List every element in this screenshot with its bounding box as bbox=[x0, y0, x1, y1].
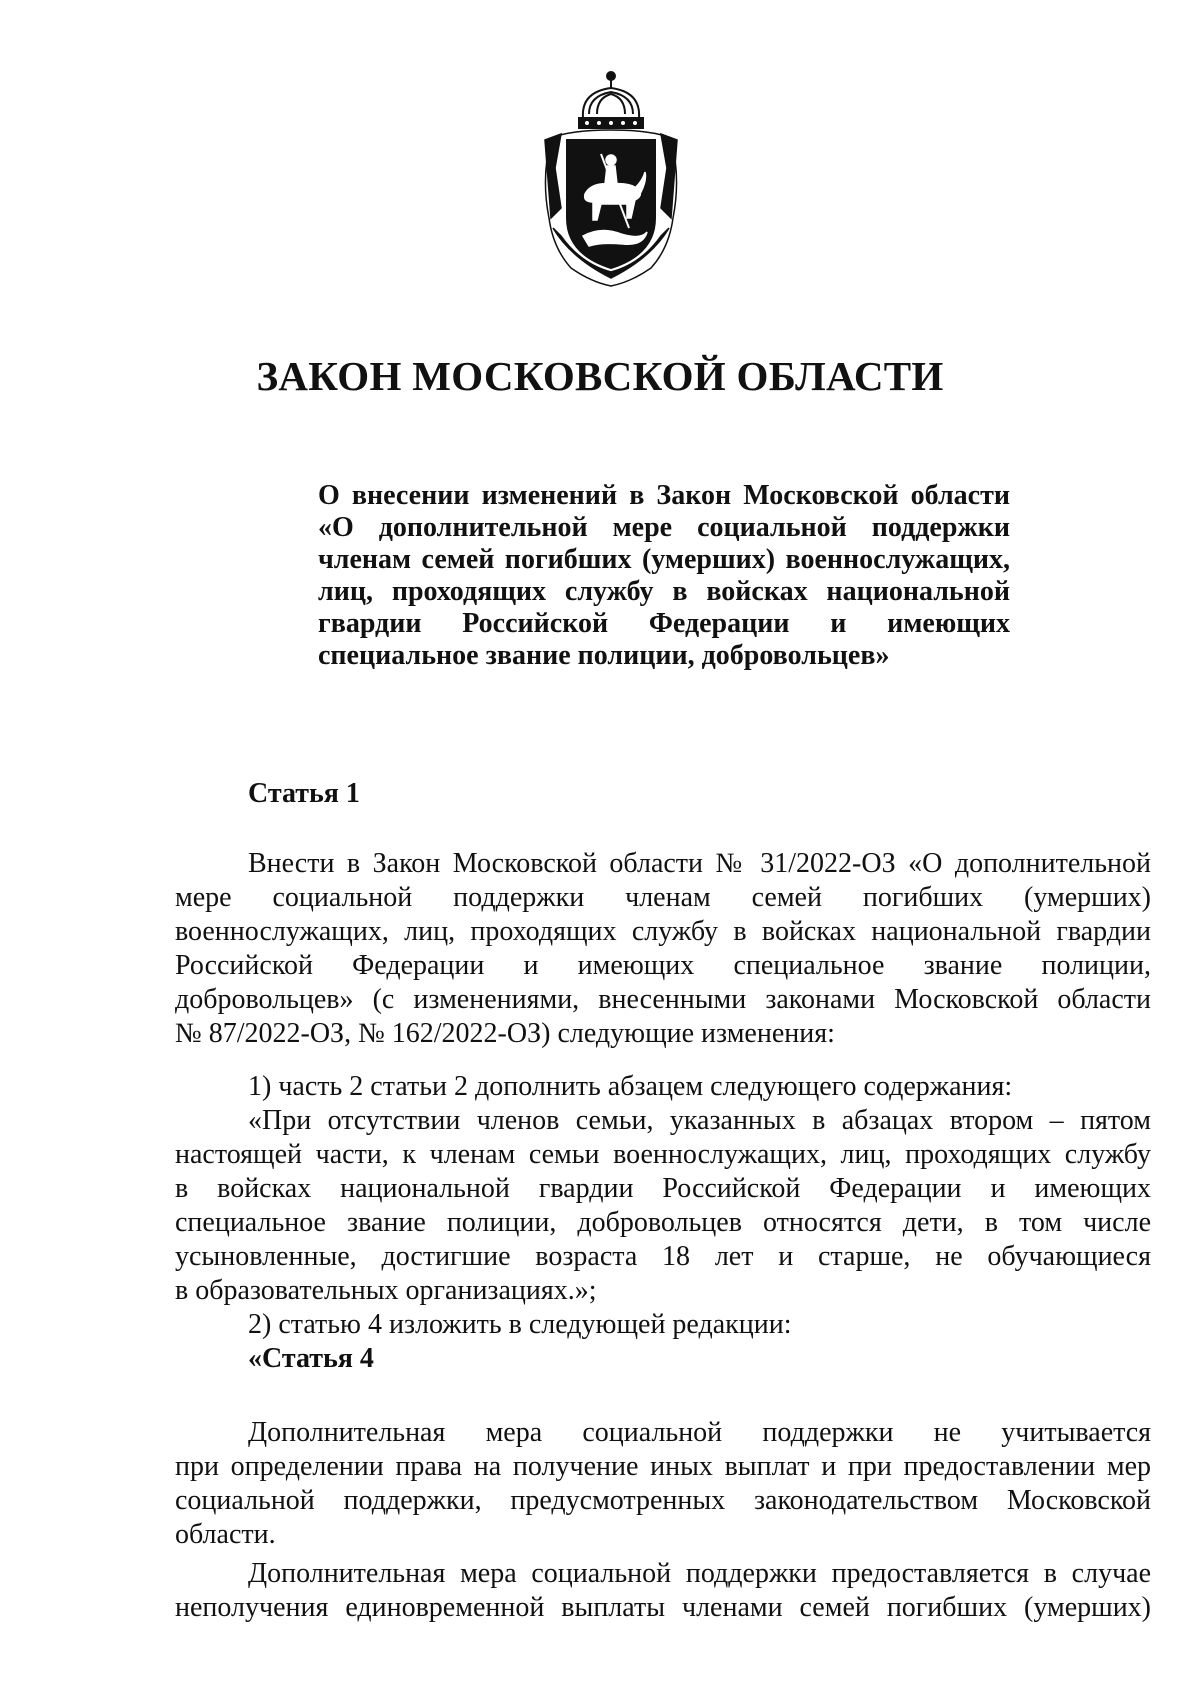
law-subject bbox=[318, 480, 1010, 672]
paragraph-line: социальной поддержки, предусмотренных законодательством Московской bbox=[175, 1485, 1151, 1516]
paragraph-line: Дополнительная мера социальной поддержки не учитывается bbox=[248, 1417, 1151, 1448]
paragraph-line: Дополнительная мера социальной поддержки предоставляется в случае bbox=[248, 1558, 1151, 1589]
paragraph-line: Российской Федерации и имеющих специальное звание полиции, bbox=[175, 950, 1151, 981]
paragraph-line: военнослужащих, лиц, проходящих службу в войсках национальной гвардии bbox=[175, 916, 1151, 947]
subject-line: гвардии Российской Федерации и имеющих bbox=[318, 608, 1010, 639]
paragraph-line: неполучения единовременной выплаты членами семей погибших (умерших) bbox=[175, 1592, 1151, 1623]
paragraph-line: в войсках национальной гвардии Российской Федерации и имеющих bbox=[175, 1173, 1151, 1204]
article-heading: Статья 1 bbox=[248, 778, 360, 809]
paragraph-line: настоящей части, к членам семьи военнослужащих, лиц, проходящих службу bbox=[175, 1139, 1151, 1170]
subject-line: «О дополнительной мере социальной поддержки bbox=[318, 512, 1010, 543]
item-1-quoted-text bbox=[175, 1104, 1151, 1308]
paragraph-line: 2) статью 4 изложить в следующей редакции: bbox=[248, 1309, 792, 1340]
paragraph-line: специальное звание полиции, добровольцев относятся дети, в том числе bbox=[175, 1207, 1151, 1238]
item-1-intro bbox=[175, 1070, 1151, 1104]
law-title: ЗАКОН МОСКОВСКОЙ ОБЛАСТИ bbox=[256, 353, 944, 399]
item-2-intro bbox=[175, 1308, 1151, 1342]
subject-line: специальное звание полиции, добровольцев» bbox=[318, 640, 890, 671]
article-4-paragraph-2 bbox=[175, 1557, 1151, 1625]
paragraph-amendment-intro bbox=[175, 847, 1151, 1051]
subject-line: членам семей погибших (умерших) военнослужащих, bbox=[318, 544, 1010, 575]
coat-of-arms-emblem bbox=[531, 68, 691, 288]
paragraph-line: добровольцев» (с изменениями, внесенными законами Московской области bbox=[175, 984, 1151, 1015]
article-4-paragraph-1 bbox=[175, 1416, 1151, 1552]
subject-line: лиц, проходящих службу в войсках национальной bbox=[318, 576, 1010, 607]
paragraph-line: в образовательных организациях.»; bbox=[175, 1275, 597, 1306]
paragraph-line: Внести в Закон Московской области № 31/2022-ОЗ «О дополнительной bbox=[248, 848, 1151, 879]
paragraph-line: «Статья 4 bbox=[248, 1343, 374, 1374]
crown-icon bbox=[579, 72, 643, 128]
paragraph-line: области. bbox=[175, 1519, 276, 1550]
paragraph-line: мере социальной поддержки членам семей погибших (умерших) bbox=[175, 882, 1151, 913]
paragraph-line: при определении права на получение иных выплат и при предоставлении мер bbox=[175, 1451, 1151, 1482]
paragraph-line: усыновленные, достигшие возраста 18 лет и старше, не обучающиеся bbox=[175, 1241, 1151, 1272]
subject-line: О внесении изменений в Закон Московской области bbox=[318, 480, 1010, 511]
paragraph-line: 1) часть 2 статьи 2 дополнить абзацем следующего содержания: bbox=[248, 1071, 1013, 1102]
quoted-article-heading bbox=[175, 1342, 1151, 1376]
paragraph-line: № 87/2022-ОЗ, № 162/2022-ОЗ) следующие изменения: bbox=[175, 1018, 835, 1049]
paragraph-line: «При отсутствии членов семьи, указанных в абзацах втором – пятом bbox=[248, 1105, 1151, 1136]
